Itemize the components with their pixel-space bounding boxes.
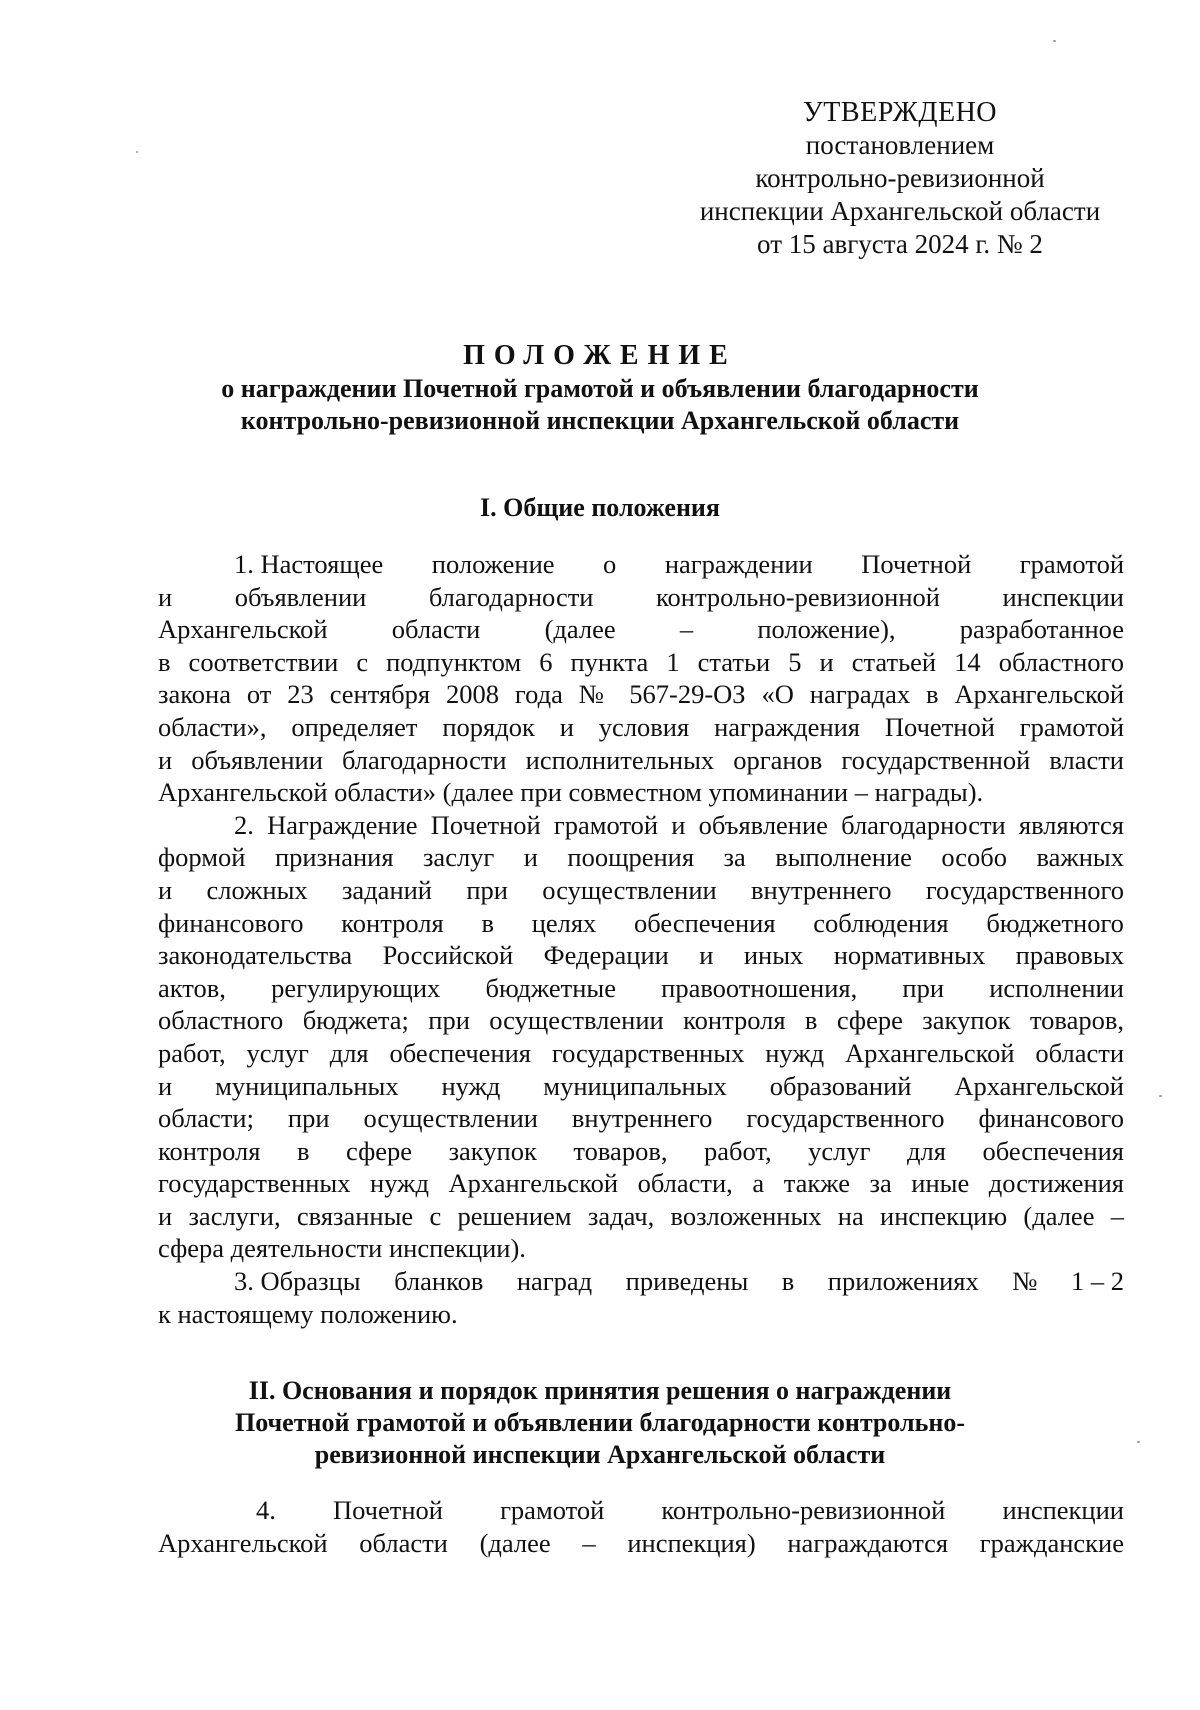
text-run: и xyxy=(158,874,173,905)
text-run: правоотношения, xyxy=(661,972,858,1003)
paragraph-line xyxy=(158,1004,1124,1037)
text-run: награждении xyxy=(664,549,813,579)
text-run: поощрения xyxy=(567,842,695,873)
text-run: важных xyxy=(1036,842,1124,873)
text-run: о xyxy=(603,549,617,579)
text-run: правовых xyxy=(1015,940,1124,971)
text-run: Архангельской xyxy=(954,1070,1124,1101)
section-body-general xyxy=(158,548,1124,1330)
paragraph-line xyxy=(158,613,1124,646)
paragraph-line xyxy=(158,1167,1124,1200)
paragraph-line xyxy=(158,1232,1124,1265)
text-run: контрольно-ревизионной xyxy=(655,581,940,612)
section-body-grounds xyxy=(158,1494,1124,1559)
text-run: нормативных xyxy=(833,940,986,971)
text-run: иных xyxy=(743,940,804,971)
text-run: бланков xyxy=(394,1266,484,1297)
text-run: при xyxy=(466,874,508,905)
paragraph-line xyxy=(158,1037,1124,1070)
approval-line: постановлением xyxy=(805,130,995,160)
text-run: инспекции xyxy=(1002,581,1124,612)
text-run: формой xyxy=(158,842,246,873)
paragraph-line xyxy=(158,939,1124,972)
text-run: сложных xyxy=(206,874,308,905)
text-run: работ, услуг для обеспечения государственных нужд Архангельской области xyxy=(158,1037,1124,1068)
scan-speck xyxy=(1053,40,1056,42)
text-run: бюджетные xyxy=(485,972,616,1003)
text-run: признания xyxy=(274,842,394,873)
text-run: и заслуги, связанные с решением задач, возложенных на инспекцию (далее – xyxy=(158,1200,1124,1231)
text-run: контроля xyxy=(158,1135,261,1166)
paragraph-line xyxy=(158,1265,1124,1298)
text-run: исполнении xyxy=(989,972,1124,1003)
text-run: гражданские xyxy=(979,1527,1124,1558)
text-run: (далее xyxy=(479,1527,551,1558)
text-run: товаров, xyxy=(573,1135,668,1166)
scan-speck xyxy=(1159,1095,1162,1097)
text-run: Архангельской xyxy=(158,614,328,645)
text-run: 4. xyxy=(256,1495,276,1525)
text-run: приложениях xyxy=(827,1266,979,1297)
approval-line: контрольно-ревизионной xyxy=(755,163,1045,193)
paragraph-line xyxy=(158,809,1124,842)
text-run: Российской xyxy=(382,940,514,971)
text-run: услуг xyxy=(808,1135,871,1166)
section-heading-line: II. Основания и порядок принятия решения о награждении xyxy=(248,1376,952,1405)
scan-speck xyxy=(1137,1441,1140,1443)
text-run: для xyxy=(907,1135,946,1166)
paragraph-line xyxy=(158,972,1124,1005)
text-run: осуществлении xyxy=(542,874,717,905)
text-run: работ, xyxy=(703,1135,772,1166)
text-run: и xyxy=(158,581,173,612)
text-run: в соответствии с подпунктом 6 пункта 1 статьи 5 и статьей 14 областного xyxy=(158,646,1124,677)
text-run: в xyxy=(481,907,494,938)
text-run: области xyxy=(391,614,481,645)
text-run: регулирующих xyxy=(271,972,441,1003)
text-run: 2. Награждение Почетной грамотой и объявление благодарности являются xyxy=(234,809,1124,840)
paragraph-line xyxy=(158,646,1124,679)
document-title: ПОЛОЖЕНИЕ xyxy=(463,340,737,371)
text-run: сфере xyxy=(346,1135,413,1166)
text-run: грамотой xyxy=(500,1495,605,1525)
subtitle-line: о награждении Почетной грамотой и объявлении благодарности xyxy=(221,374,979,403)
text-run: финансового xyxy=(158,907,304,938)
paragraph-line xyxy=(158,1102,1124,1135)
text-run: в xyxy=(781,1266,795,1297)
approval-line: от 15 августа 2024 г. № 2 xyxy=(757,229,1043,259)
section-heading-line: I. Общие положения xyxy=(480,493,720,522)
section-heading-line: ревизионной инспекции Архангельской области xyxy=(314,1440,886,1469)
text-run: разработанное xyxy=(959,614,1124,645)
paragraph-line xyxy=(158,1298,1124,1331)
text-run: соблюдения xyxy=(813,907,949,938)
text-run: 1. Настоящее xyxy=(234,549,384,579)
text-run: благодарности xyxy=(428,581,594,612)
text-run: области», определяет порядок и условия награждения Почетной грамотой xyxy=(158,711,1124,742)
text-run: при xyxy=(902,972,945,1003)
text-run: государственных нужд Архангельской области, а также за иные достижения xyxy=(158,1168,1124,1199)
paragraph-line xyxy=(158,1070,1124,1103)
text-run: Почетной xyxy=(861,549,972,579)
text-run: муниципальных xyxy=(543,1070,727,1101)
text-run: Федерации xyxy=(543,940,669,971)
text-run: целях xyxy=(531,907,597,938)
paragraph-line xyxy=(158,776,1124,809)
section-heading-line: Почетной грамотой и объявлении благодарности контрольно- xyxy=(234,1408,966,1437)
text-run: нужд xyxy=(441,1070,501,1101)
text-run: при xyxy=(287,1103,330,1134)
approval-line: инспекции Архангельской области xyxy=(699,196,1101,226)
text-run: в xyxy=(296,1135,310,1166)
text-run: государственного xyxy=(746,1103,945,1134)
text-run: и xyxy=(699,940,714,971)
text-run: области; xyxy=(158,1103,254,1134)
text-run: заданий xyxy=(341,874,432,905)
text-run: наград xyxy=(516,1266,593,1297)
text-run: к настоящему положению. xyxy=(158,1298,458,1329)
text-run: 1 – 2 xyxy=(1070,1266,1124,1297)
paragraph-line xyxy=(158,711,1124,744)
paragraph-line xyxy=(158,1527,1124,1560)
text-run: обеспечения xyxy=(634,907,776,938)
approval-stamp xyxy=(660,96,1140,261)
paragraph-line xyxy=(158,1494,1124,1527)
text-run: 3. Образцы xyxy=(234,1266,361,1297)
text-run: объявлении xyxy=(234,581,367,612)
text-run: инспекция) xyxy=(627,1527,756,1558)
text-run: бюджетного xyxy=(986,907,1124,938)
text-run: награждаются xyxy=(787,1527,949,1558)
text-run: государственного xyxy=(925,874,1124,905)
paragraph-line xyxy=(158,874,1124,907)
text-run: муниципальных xyxy=(215,1070,399,1101)
text-run: закупок xyxy=(448,1135,537,1166)
text-run: осуществлении xyxy=(363,1103,538,1134)
paragraph-line xyxy=(158,678,1124,711)
paragraph-line xyxy=(158,841,1124,874)
paragraph-line xyxy=(158,1135,1124,1168)
text-run: Почетной xyxy=(332,1495,443,1525)
text-run: грамотой xyxy=(1019,549,1124,579)
paragraph-line xyxy=(158,548,1124,581)
paragraph-line xyxy=(158,581,1124,614)
text-run: положение), xyxy=(757,614,896,645)
scan-speck xyxy=(136,151,138,153)
section-heading-general xyxy=(150,492,1050,524)
paragraph-line xyxy=(158,744,1124,777)
text-run: актов, xyxy=(158,972,226,1003)
text-run: областного бюджета; при осуществлении контроля в сфере закупок товаров, xyxy=(158,1005,1124,1036)
text-run: внутреннего xyxy=(571,1103,713,1134)
text-run: (далее xyxy=(544,614,616,645)
text-run: – xyxy=(679,614,694,645)
text-run: сфера деятельности инспекции). xyxy=(158,1233,526,1264)
text-run: заслуг xyxy=(422,842,495,873)
text-run: особо xyxy=(941,842,1008,873)
text-run: – xyxy=(582,1527,596,1558)
text-run: Архангельской xyxy=(158,1527,328,1558)
section-heading-grounds xyxy=(150,1375,1050,1471)
text-run: области xyxy=(359,1527,448,1558)
text-run: контроля xyxy=(341,907,444,938)
text-run: приведены xyxy=(625,1266,749,1297)
text-run: и xyxy=(158,1070,173,1101)
subtitle-line: контрольно-ревизионной инспекции Архангельской области xyxy=(240,406,960,435)
document-subtitle xyxy=(150,373,1050,437)
text-run: инспекции xyxy=(1002,1495,1124,1525)
text-run: контрольно-ревизионной xyxy=(661,1495,946,1525)
text-run: законодательства xyxy=(158,940,353,971)
text-run: и объявлении благодарности исполнительных органов государственной власти xyxy=(158,744,1124,775)
text-run: обеспечения xyxy=(982,1135,1124,1166)
text-run: внутреннего xyxy=(751,874,892,905)
text-run: образований xyxy=(769,1070,912,1101)
text-run: Архангельской области» (далее при совместном упоминании – награды). xyxy=(158,777,984,808)
text-run: закона от 23 сентября 2008 года № 567-29-ОЗ «О наградах в Архангельской xyxy=(158,679,1124,710)
paragraph-line xyxy=(158,907,1124,940)
text-run: и xyxy=(523,842,538,873)
approval-line: УТВЕРЖДЕНО xyxy=(802,97,998,128)
paragraph-line xyxy=(158,1200,1124,1233)
text-run: за xyxy=(723,842,746,873)
text-run: № xyxy=(1012,1266,1038,1297)
text-run: финансового xyxy=(978,1103,1124,1134)
text-run: положение xyxy=(431,549,555,579)
text-run: выполнение xyxy=(775,842,912,873)
